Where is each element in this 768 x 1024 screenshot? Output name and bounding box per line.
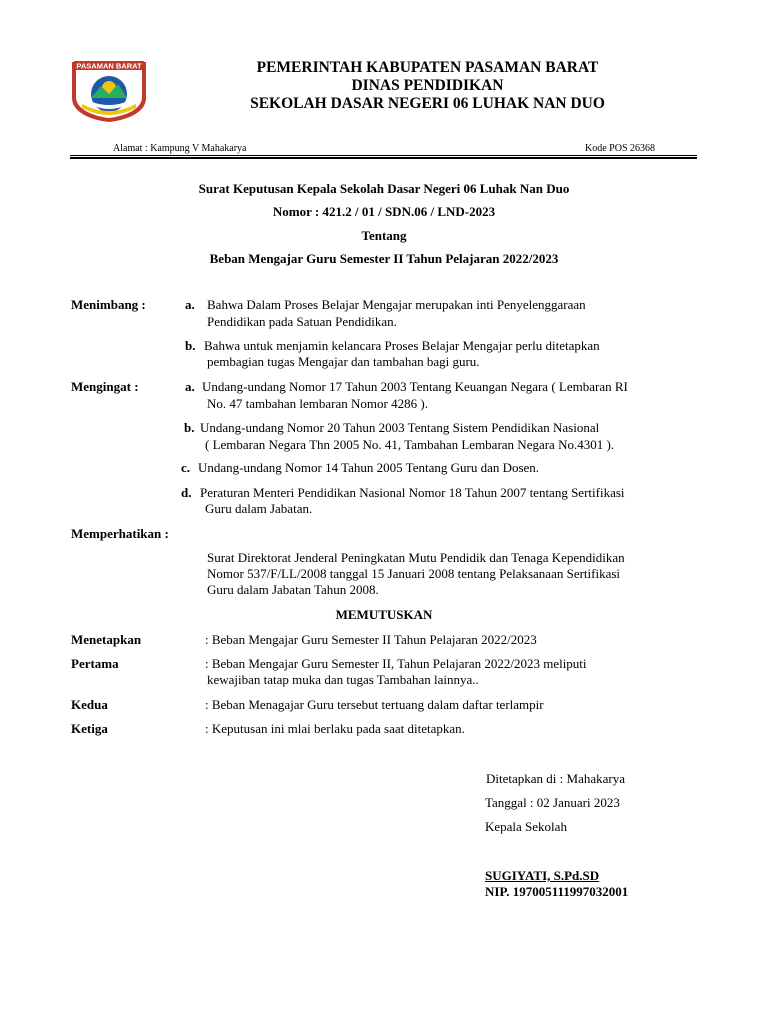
memperhatikan-label: Memperhatikan :: [71, 526, 169, 541]
header-government: PEMERINTAH KABUPATEN PASAMAN BARAT: [256, 59, 599, 76]
header-rule-thin: [70, 155, 697, 156]
pertama-label: Pertama: [71, 656, 119, 671]
memperhatikan-line2: Nomor 537/F/LL/2008 tanggal 15 Januari 2008 tentang Pelaksanaan Sertifikasi: [207, 566, 621, 581]
menetapkan-text: : Beban Mengajar Guru Semester II Tahun Pelajaran 2022/2023: [205, 632, 537, 647]
header-rule-thick: [70, 157, 697, 159]
kedua-text: : Beban Menagajar Guru tersebut tertuang dalam daftar terlampir: [205, 697, 544, 712]
menimbang-b-marker: b.: [185, 338, 196, 353]
pasaman-barat-emblem: [68, 58, 150, 124]
school-address: Alamat : Kampung V Mahakarya: [113, 143, 247, 154]
mengingat-d-line2: Guru dalam Jabatan.: [205, 501, 313, 516]
decree-about: Tentang: [361, 228, 407, 243]
logo-text: PASAMAN BARAT: [76, 61, 142, 71]
signatory-name: SUGIYATI, S.Pd.SD: [485, 868, 600, 883]
kedua-label: Kedua: [71, 697, 108, 712]
signature-date: Tanggal : 02 Januari 2023: [485, 795, 620, 810]
decree-title: Surat Keputusan Kepala Sekolah Dasar Negeri 06 Luhak Nan Duo: [198, 181, 570, 196]
signature-place: Ditetapkan di : Mahakarya: [486, 771, 625, 786]
menimbang-b-line1: Bahwa untuk menjamin kelancara Proses Belajar Mengajar perlu ditetapkan: [204, 338, 600, 353]
mengingat-a-line2: No. 47 tambahan lembaran Nomor 4286 ).: [207, 396, 428, 411]
mengingat-c-line1: Undang-undang Nomor 14 Tahun 2005 Tentang Guru dan Dosen.: [198, 460, 540, 475]
mengingat-a-marker: a.: [185, 379, 195, 394]
memutuskan-heading: MEMUTUSKAN: [335, 607, 433, 622]
decree-number: Nomor : 421.2 / 01 / SDN.06 / LND-2023: [272, 204, 496, 219]
menimbang-a-line2: Pendidikan pada Satuan Pendidikan.: [207, 314, 397, 329]
decree-subject: Beban Mengajar Guru Semester II Tahun Pelajaran 2022/2023: [209, 251, 559, 266]
mengingat-label: Mengingat :: [71, 379, 139, 394]
menimbang-label: Menimbang :: [71, 297, 146, 312]
mengingat-d-marker: d.: [181, 485, 192, 500]
ketiga-label: Ketiga: [71, 721, 108, 736]
mengingat-b-marker: b.: [184, 420, 195, 435]
pertama-line1: : Beban Mengajar Guru Semester II, Tahun Pelajaran 2022/2023 meliputi: [205, 656, 587, 671]
mengingat-c-marker: c.: [181, 460, 191, 475]
header-department: DINAS PENDIDIKAN: [351, 77, 504, 94]
header-school: SEKOLAH DASAR NEGERI 06 LUHAK NAN DUO: [250, 95, 605, 112]
mengingat-a-line1: Undang-undang Nomor 17 Tahun 2003 Tentang Keuangan Negara ( Lembaran RI: [202, 379, 628, 394]
memperhatikan-line3: Guru dalam Jabatan Tahun 2008.: [207, 582, 379, 597]
menimbang-a-line1: Bahwa Dalam Proses Belajar Mengajar merupakan inti Penyelenggaraan: [207, 297, 586, 312]
menetapkan-label: Menetapkan: [71, 632, 142, 647]
memperhatikan-line1: Surat Direktorat Jenderal Peningkatan Mutu Pendidik dan Tenaga Kependidikan: [207, 550, 625, 565]
pertama-line2: kewajiban tatap muka dan tugas Tambahan lainnya..: [207, 672, 479, 687]
signatory-nip: NIP. 197005111997032001: [485, 884, 629, 899]
mengingat-b-line1: Undang-undang Nomor 20 Tahun 2003 Tentang Sistem Pendidikan Nasional: [200, 420, 600, 435]
regency-logo: [68, 58, 150, 124]
menimbang-a-marker: a.: [185, 297, 195, 312]
mengingat-b-line2: ( Lembaran Negara Thn 2005 No. 41, Tambahan Lembaran Negara No.4301 ).: [205, 437, 615, 452]
mengingat-d-line1: Peraturan Menteri Pendidikan Nasional Nomor 18 Tahun 2007 tentang Sertifikasi: [200, 485, 625, 500]
ketiga-text: : Keputusan ini mlai berlaku pada saat ditetapkan.: [205, 721, 465, 736]
postal-code: Kode POS 26368: [585, 143, 656, 154]
menimbang-b-line2: pembagian tugas Mengajar dan tambahan bagi guru.: [207, 354, 480, 369]
signature-position: Kepala Sekolah: [485, 819, 567, 834]
